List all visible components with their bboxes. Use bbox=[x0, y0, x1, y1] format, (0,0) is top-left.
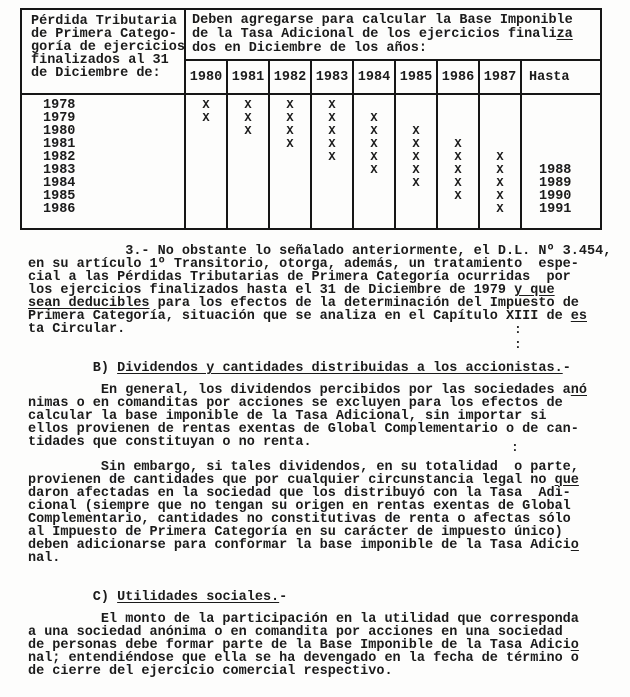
mark-cell: X bbox=[438, 164, 480, 177]
mark-cell bbox=[396, 216, 438, 228]
mark-cell bbox=[270, 177, 312, 190]
hasta-cell bbox=[522, 99, 600, 112]
mark-cell: X bbox=[480, 190, 522, 203]
table-row bbox=[22, 164, 600, 177]
row-year-label: 1980 bbox=[22, 125, 186, 138]
mark-cell: X bbox=[354, 164, 396, 177]
mark-cell: X bbox=[270, 138, 312, 151]
mark-cell: X bbox=[396, 164, 438, 177]
doc-line: nal; entendiéndose que ella se ha devengado en la fecha de término o bbox=[28, 651, 579, 666]
mark-cell: X bbox=[396, 125, 438, 138]
mark-cell bbox=[186, 190, 228, 203]
table-row bbox=[22, 203, 600, 216]
loss-year-table bbox=[20, 8, 602, 230]
right-header-line: de la Tasa Adicional de los ejercicios finaliza bbox=[192, 27, 573, 42]
year-column-header: 1984 bbox=[354, 61, 396, 93]
doc-line: Complementario, cantidades no constitutivas de renta o afectas sólo bbox=[28, 512, 571, 527]
doc-line: tidades que constituyan o no renta. bbox=[28, 435, 312, 450]
hasta-cell bbox=[522, 216, 600, 228]
mark-cell bbox=[354, 190, 396, 203]
table-right-header bbox=[186, 10, 600, 93]
mark-cell: X bbox=[270, 112, 312, 125]
mark-cell bbox=[228, 216, 270, 228]
mark-cell bbox=[396, 99, 438, 112]
mark-cell bbox=[186, 164, 228, 177]
row-year-label: 1978 bbox=[22, 99, 186, 112]
mark-cell bbox=[186, 138, 228, 151]
mark-cell: X bbox=[480, 151, 522, 164]
mark-cell: X bbox=[396, 138, 438, 151]
doc-line: daron afectadas en la sociedad que los distribuyó con la Tasa Adi- bbox=[28, 486, 571, 501]
right-header-line: Deben agregarse para calcular la Base Imponible bbox=[192, 13, 573, 28]
right-header-line: dos en Diciembre de los años: bbox=[192, 41, 427, 56]
mark-cell bbox=[186, 151, 228, 164]
mark-cell bbox=[396, 203, 438, 216]
scan-artifact-mark: : bbox=[514, 337, 522, 352]
mark-cell: X bbox=[312, 125, 354, 138]
mark-cell bbox=[186, 216, 228, 228]
doc-line: al Impuesto de Primera Categoría en su carácter de impuesto único) bbox=[28, 525, 563, 540]
row-year-label: 1981 bbox=[22, 138, 186, 151]
doc-line: calcular la base imponible de la Tasa Adicional, sin importar si bbox=[28, 409, 547, 424]
hasta-cell bbox=[522, 138, 600, 151]
mark-cell bbox=[480, 99, 522, 112]
mark-cell bbox=[396, 190, 438, 203]
mark-cell bbox=[312, 216, 354, 228]
year-column-header: 1983 bbox=[312, 61, 354, 93]
mark-cell: X bbox=[354, 125, 396, 138]
mark-cell: X bbox=[438, 177, 480, 190]
doc-line: de personas debe formar parte de la Base Imponible de la Tasa Adicio bbox=[28, 638, 579, 653]
doc-line: sean deducibles para los efectos de la determinación del Impuesto de bbox=[28, 296, 579, 311]
mark-cell: X bbox=[312, 151, 354, 164]
mark-cell: X bbox=[480, 177, 522, 190]
table-row bbox=[22, 177, 600, 190]
heading-b-dividendos bbox=[28, 362, 630, 375]
row-year-label: 1982 bbox=[22, 151, 186, 164]
doc-line: de cierre del ejercicio comercial respectivo. bbox=[28, 664, 393, 679]
mark-cell bbox=[438, 203, 480, 216]
mark-cell: X bbox=[228, 125, 270, 138]
mark-cell: X bbox=[354, 112, 396, 125]
mark-cell bbox=[312, 177, 354, 190]
mark-cell: X bbox=[312, 138, 354, 151]
mark-cell bbox=[270, 203, 312, 216]
year-column-header: 1982 bbox=[270, 61, 312, 93]
mark-cell bbox=[228, 190, 270, 203]
left-header-line: de Primera Catego- bbox=[31, 27, 177, 42]
hasta-cell bbox=[522, 125, 600, 138]
doc-line: 3.- No obstante lo señalado anteriormente, el D.L. Nº 3.454, bbox=[28, 244, 612, 259]
mark-cell: X bbox=[270, 99, 312, 112]
mark-cell bbox=[228, 138, 270, 151]
year-column-header: 1985 bbox=[396, 61, 438, 93]
mark-cell: X bbox=[186, 99, 228, 112]
left-header-line: Pérdida Tributaria bbox=[31, 14, 177, 29]
mark-cell: X bbox=[438, 190, 480, 203]
mark-cell: X bbox=[396, 177, 438, 190]
mark-cell bbox=[270, 151, 312, 164]
mark-cell bbox=[480, 125, 522, 138]
row-year-label: 1979 bbox=[22, 112, 186, 125]
row-year-label bbox=[22, 216, 186, 228]
mark-cell bbox=[270, 164, 312, 177]
year-column-header: 1980 bbox=[186, 61, 228, 93]
mark-cell bbox=[186, 203, 228, 216]
table-body bbox=[22, 95, 600, 228]
mark-cell: X bbox=[228, 112, 270, 125]
scan-artifact-mark: : bbox=[511, 440, 519, 455]
hasta-cell bbox=[522, 112, 600, 125]
hasta-column-header: Hasta bbox=[529, 69, 570, 85]
table-row bbox=[22, 138, 600, 151]
table-right-header-text bbox=[186, 10, 600, 61]
table-row bbox=[22, 190, 600, 203]
mark-cell: X bbox=[354, 138, 396, 151]
doc-line: C) Utilidades sociales.- bbox=[28, 590, 288, 605]
doc-line: cial a las Pérdidas Tributarias de Primera Categoría ocurridas por bbox=[28, 270, 571, 285]
row-year-label: 1984 bbox=[22, 177, 186, 190]
mark-cell bbox=[228, 164, 270, 177]
doc-line: en su artículo 1º Transitorio, otorga, además, un tratamiento espe- bbox=[28, 257, 579, 272]
paragraph-c1 bbox=[28, 613, 630, 678]
mark-cell bbox=[312, 190, 354, 203]
mark-cell bbox=[480, 112, 522, 125]
mark-cell: X bbox=[480, 203, 522, 216]
doc-line: ta Circular. bbox=[28, 322, 126, 337]
hasta-cell: 1989 bbox=[539, 176, 572, 191]
left-header-line: de Diciembre de: bbox=[31, 66, 161, 81]
doc-line: ellos provienen de rentas exentas de Global Complementario o de can- bbox=[28, 422, 579, 437]
doc-line: Sin embargo, si tales dividendos, en su totalidad o parte, bbox=[28, 460, 579, 475]
mark-cell bbox=[354, 203, 396, 216]
year-column-header: 1986 bbox=[438, 61, 480, 93]
doc-line: provienen de cantidades que por cualquier circunstancia legal no que bbox=[28, 473, 579, 488]
doc-line: a una sociedad anónima o en comandita por acciones en una sociedad bbox=[28, 625, 563, 640]
mark-cell bbox=[438, 99, 480, 112]
mark-cell: X bbox=[312, 99, 354, 112]
table-left-header-cell bbox=[22, 10, 186, 93]
mark-cell: X bbox=[228, 99, 270, 112]
year-columns-row bbox=[186, 61, 600, 93]
doc-line: deben adicionarse para conformar la base imponible de la Tasa Adicio bbox=[28, 538, 579, 553]
document-text bbox=[28, 245, 630, 678]
mark-cell bbox=[186, 177, 228, 190]
mark-cell bbox=[228, 203, 270, 216]
doc-line: los ejercicios finalizados hasta el 31 de Diciembre de 1979 y que bbox=[28, 283, 555, 298]
table-header bbox=[22, 10, 600, 95]
paragraph-b2 bbox=[28, 461, 630, 565]
mark-cell: X bbox=[186, 112, 228, 125]
mark-cell: X bbox=[438, 151, 480, 164]
hasta-cell: 1991 bbox=[539, 202, 572, 217]
mark-cell bbox=[270, 190, 312, 203]
left-header-line: finalizados al 31 bbox=[31, 53, 169, 68]
table-row bbox=[22, 125, 600, 138]
doc-line: En general, los dividendos percibidos por las sociedades anó bbox=[28, 383, 587, 398]
row-year-label: 1983 bbox=[22, 164, 186, 177]
table-row bbox=[22, 151, 600, 164]
doc-line: nal. bbox=[28, 551, 61, 566]
mark-cell: X bbox=[480, 164, 522, 177]
paragraph-3 bbox=[28, 245, 630, 336]
mark-cell: X bbox=[396, 151, 438, 164]
year-column-header: 1987 bbox=[480, 61, 522, 93]
mark-cell bbox=[228, 151, 270, 164]
doc-line: B) Dividendos y cantidades distribuidas a los accionistas.- bbox=[28, 361, 571, 376]
doc-line: El monto de la participación en la utilidad que corresponda bbox=[28, 612, 579, 627]
mark-cell: X bbox=[270, 125, 312, 138]
mark-cell bbox=[186, 125, 228, 138]
mark-cell bbox=[438, 216, 480, 228]
mark-cell bbox=[438, 112, 480, 125]
hasta-cell: 1990 bbox=[539, 189, 572, 204]
table-spacer-row bbox=[22, 216, 600, 228]
mark-cell bbox=[354, 216, 396, 228]
left-header-line: goría de ejercicios bbox=[31, 40, 185, 55]
row-year-label: 1986 bbox=[22, 203, 186, 216]
scan-artifact-mark: : bbox=[514, 322, 522, 337]
mark-cell bbox=[312, 164, 354, 177]
mark-cell: X bbox=[354, 151, 396, 164]
paragraph-b1 bbox=[28, 384, 630, 449]
year-column-header: 1981 bbox=[228, 61, 270, 93]
row-year-label: 1985 bbox=[22, 190, 186, 203]
mark-cell: X bbox=[312, 112, 354, 125]
mark-cell bbox=[228, 177, 270, 190]
mark-cell bbox=[354, 177, 396, 190]
table-row bbox=[22, 99, 600, 112]
doc-line: nimas o en comanditas por acciones se excluyen para los efectos de bbox=[28, 396, 563, 411]
mark-cell bbox=[480, 216, 522, 228]
doc-line: cional (siempre que no tengan su origen en rentas exentas de Global bbox=[28, 499, 571, 514]
mark-cell bbox=[270, 216, 312, 228]
table-row bbox=[22, 112, 600, 125]
doc-line: Primera Categoría, situación que se analiza en el Capítulo XIII de es bbox=[28, 309, 587, 324]
mark-cell bbox=[312, 203, 354, 216]
mark-cell: X bbox=[438, 138, 480, 151]
heading-c-utilidades bbox=[28, 591, 630, 604]
hasta-cell: 1988 bbox=[539, 163, 572, 178]
